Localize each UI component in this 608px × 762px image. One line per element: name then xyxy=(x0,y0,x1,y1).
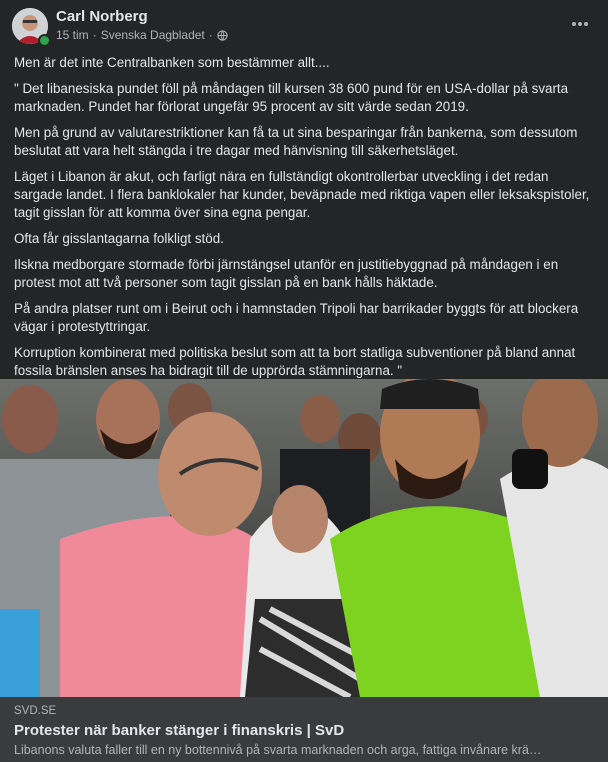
post-text xyxy=(14,54,594,388)
post-paragraph: Ilskna medborgare stormade förbi järnstängsel utanför en justitiebyggnad på måndagen i en protest mot att två personer som tagit gisslan på en bank hålls häktade. xyxy=(14,257,559,290)
post-time[interactable]: 15 tim xyxy=(56,28,89,42)
meta-separator: · xyxy=(92,28,97,42)
link-preview[interactable] xyxy=(0,697,608,762)
post-paragraph: " Det libanesiska pundet föll på måndagen till kursen 38 600 pund för en USA-dollar på svarta marknaden. Pundet har förlorat ungefär 95 procent av sitt värde sedan 2019. xyxy=(14,81,569,114)
globe-icon xyxy=(217,30,228,41)
post-paragraph: Men på grund av valutarestriktioner kan få ta ut sina besparingar från bankerna, som dessutom beslutat att vara helt stängda i tre dagar med hänvisning till säkerhetsläget. xyxy=(14,125,578,158)
post-paragraph: Men är det inte Centralbanken som bestämmer allt.... xyxy=(14,55,330,70)
post-paragraph: Läget i Libanon är akut, och farligt nära en fullständigt okontrollerbar utveckling i det redan sargade landet. I flera banklokaler har kunder, beväpnade med riktiga vapen eller leksakspistoler, tagit gisslan för att komma över sina egna pengar. xyxy=(14,169,590,220)
meta-separator: · xyxy=(208,28,213,42)
post-source[interactable]: Svenska Dagbladet xyxy=(100,28,205,42)
post-meta xyxy=(56,28,228,42)
post-paragraph: På andra platser runt om i Beirut och i hamnstaden Tripoli har barrikader byggts för att blockera vägar i protestyttringar. xyxy=(14,301,579,334)
post-paragraph: Korruption kombinerat med politiska beslut som att ta bort statliga subventioner på bland annat fossila bränslen anses ha bidragit till de upprörda stämningarna. " xyxy=(14,345,576,378)
more-options-button[interactable] xyxy=(568,12,592,36)
more-icon xyxy=(571,21,589,27)
link-preview-image[interactable] xyxy=(0,379,608,697)
link-title[interactable]: Protester när banker stänger i finanskris | SvD xyxy=(14,722,345,739)
post-paragraph: Ofta får gisslantagarna folkligt stöd. xyxy=(14,231,224,246)
link-description: Libanons valuta faller till en ny bottennivå på svarta marknaden och arga, fattiga invånare krä… xyxy=(14,743,542,757)
author-name[interactable]: Carl Norberg xyxy=(56,8,148,25)
link-domain: SVD.SE xyxy=(14,705,57,717)
post-header xyxy=(0,0,608,50)
online-status-dot xyxy=(38,34,51,47)
protest-photo xyxy=(0,379,608,697)
